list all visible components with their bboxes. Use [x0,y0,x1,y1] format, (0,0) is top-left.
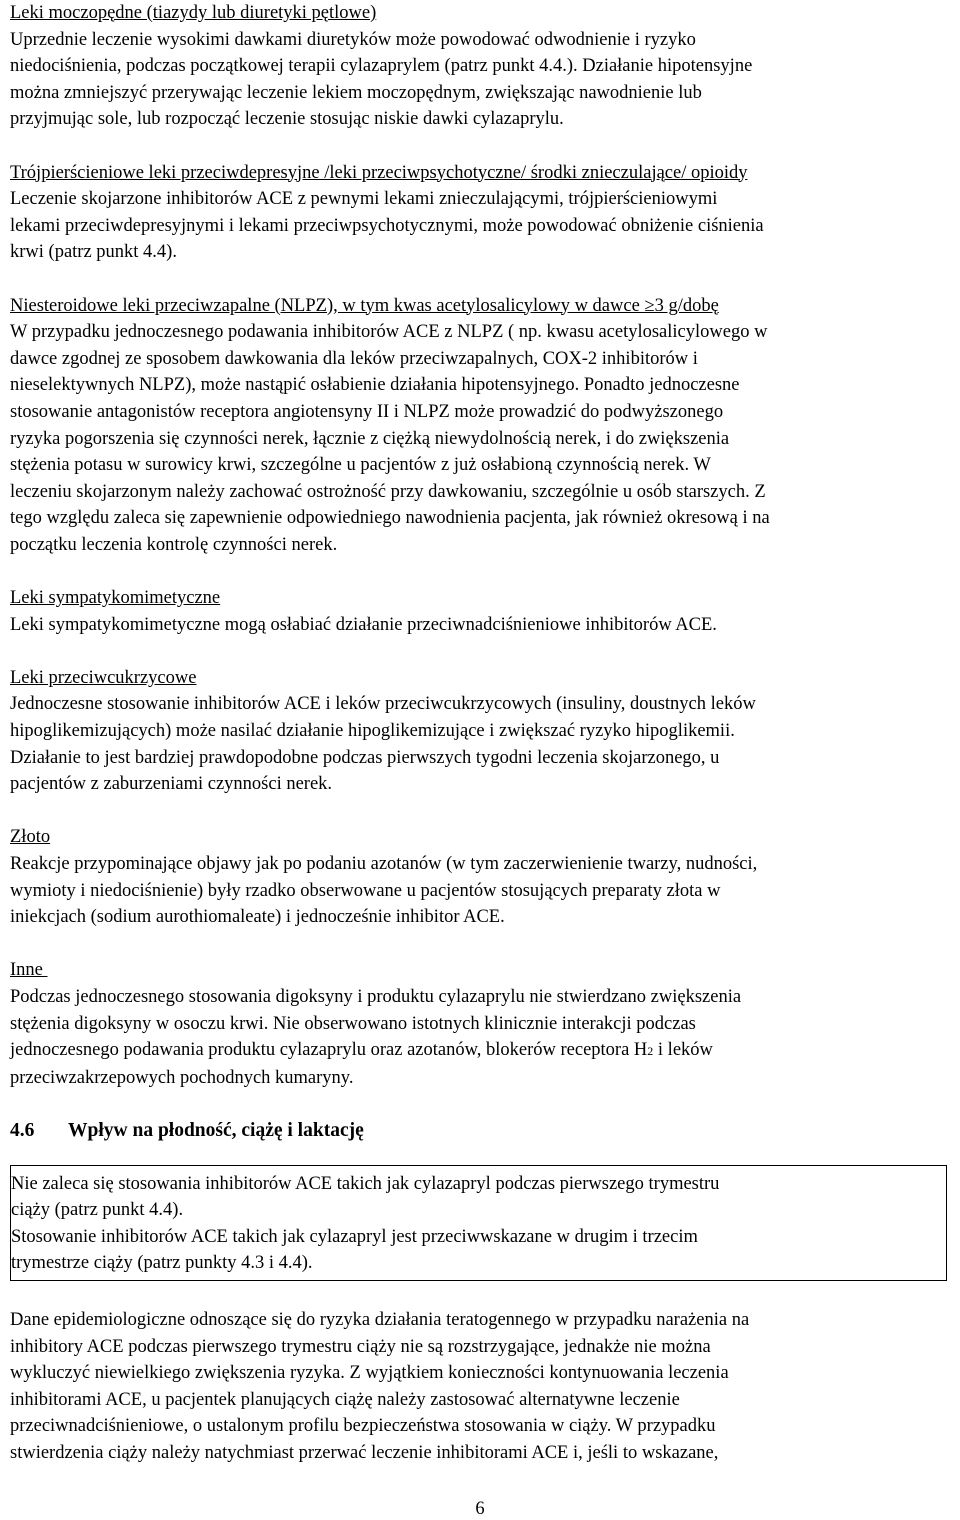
gold-line: iniekcjach (sodium aurothiomaleate) i jednocześnie inhibitor ACE. [10,907,505,928]
page-number: 6 [475,1499,485,1519]
warning-line: trymestrze ciąży (patrz punkty 4.3 i 4.4). [11,1253,313,1274]
other-section [10,957,955,1091]
sympathomimetics-heading: Leki sympatykomimetyczne [10,588,221,609]
other-line-part: jednoczesnego podawania produktu cylazaprylu oraz azotanów, blokerów receptora H [10,1040,648,1061]
antidepressants-heading: Trójpierścieniowe leki przeciwdepresyjne /leki przeciwpsychotyczne/ środki znieczulające/ opioidy [10,162,748,183]
fertility-line: przeciwnadciśnieniowe, o ustalonym profilu bezpieczeństwa stosowania w ciąży. W przypadku [10,1416,716,1437]
nsaids-line: nieselektywnych NLPZ), może nastąpić osłabienie działania hipotensyjnego. Ponadto jednoczesne [10,375,740,396]
other-line-part: i leków [653,1040,713,1061]
fertility-line: stwierdzenia ciąży należy natychmiast przerwać leczenie inhibitorami ACE i, jeśli to wskazane, [10,1442,719,1463]
sympathomimetics-line: Leki sympatykomimetyczne mogą osłabiać działanie przeciwnadciśnieniowe inhibitorów ACE. [10,614,717,635]
section-title: Wpływ na płodność, ciążę i laktację [68,1119,364,1141]
section-number: 4.6 [10,1119,35,1141]
antidiabetics-line: Działanie to jest bardziej prawdopodobne podczas pierwszych tygodni leczenia skojarzonego, u [10,747,720,768]
nsaids-line: ryzyka pogorszenia się czynności nerek, łącznie z ciężką niewydolnością nerek, i do zwiększenia [10,428,730,449]
nsaids-heading: Niesteroidowe leki przeciwzapalne (NLPZ), w tym kwas acetylosalicylowy w dawce ≥3 g/dobę [10,295,719,316]
warning-line: Nie zaleca się stosowania inhibitorów ACE takich jak cylazapryl podczas pierwszego trymestru [11,1173,720,1194]
fertility-paragraph [10,1307,955,1467]
fertility-line: inhibitorami ACE, u pacjentek planujących ciążę należy zastosować alternatywne leczenie [10,1389,680,1410]
other-line: Podczas jednoczesnego stosowania digoksyny i produktu cylazaprylu nie stwierdzano zwiększenia [10,986,742,1007]
fertility-line: Dane epidemiologiczne odnoszące się do ryzyka działania teratogennego w przypadku narażenia na [10,1309,750,1330]
gold-heading: Złoto [10,827,51,848]
pregnancy-warning-box [10,1165,947,1281]
antidepressants-line: Leczenie skojarzone inhibitorów ACE z pewnymi lekami znieczulającymi, trójpierścieniowymi [10,189,718,210]
nsaids-line: tego względu zaleca się zapewnienie odpowiedniego nawodnienia pacjenta, jak również okresową i na [10,508,770,529]
diuretics-line: przyjmując sole, lub rozpocząć leczenie stosując niskie dawki cylazaprylu. [10,109,564,130]
gold-section [10,824,955,930]
antidiabetics-line: pacjentów z zaburzeniami czynności nerek. [10,774,333,795]
antidepressants-section [10,160,955,266]
nsaids-line: stosowanie antagonistów receptora angiotensyny II i NLPZ może prowadzić do podwyższonego [10,401,724,422]
antidiabetics-section [10,665,955,798]
nsaids-line: początku leczenia kontrolę czynności nerek. [10,534,338,555]
antidiabetics-line: Jednoczesne stosowanie inhibitorów ACE i leków przeciwcukrzycowych (insuliny, doustnych leków [10,694,756,715]
antidepressants-line: lekami przeciwdepresyjnymi i lekami przeciwpsychotycznymi, może powodować obniżenie ciśnienia [10,215,764,236]
diuretics-section [10,0,955,133]
nsaids-line: stężenia potasu w surowicy krwi, szczególne u pacjentów z już osłabioną czynnością nerek. W [10,455,711,476]
antidepressants-line: krwi (patrz punkt 4.4). [10,242,177,263]
warning-line: ciąży (patrz punkt 4.4). [11,1200,184,1221]
fertility-line: wykluczyć niewielkiego zwiększenia ryzyka. Z wyjątkiem konieczności kontynuowania leczenia [10,1363,729,1384]
section-heading-4-6 [10,1118,955,1145]
diuretics-line: Uprzednie leczenie wysokimi dawkami diuretyków może powodować odwodnienie i ryzyko [10,29,696,50]
nsaids-line: leczeniu skojarzonym należy zachować ostrożność przy dawkowaniu, szczególnie u osób starszych. Z [10,481,766,502]
other-line: stężenia digoksyny w osoczu krwi. Nie obserwowano istotnych klinicznie interakcji podczas [10,1013,696,1034]
gold-line: Reakcje przypominające objawy jak po podaniu azotanów (w tym zaczerwienienie twarzy, nudności, [10,854,758,874]
diuretics-line: można zmniejszyć przerywając leczenie lekiem moczopędnym, zwiększając nawodnienie lub [10,82,702,103]
nsaids-line: W przypadku jednoczesnego podawania inhibitorów ACE z NLPZ ( np. kwasu acetylosalicylowego w [10,322,768,343]
nsaids-section [10,293,955,559]
sympathomimetics-section [10,585,955,638]
document-page [10,0,955,1466]
other-heading: Inne [10,960,48,981]
antidiabetics-line: hipoglikemizujących) może nasilać działanie hipoglikemizujące i zwiększać ryzyko hipoglikemii. [10,721,735,742]
fertility-line: inhibitory ACE podczas pierwszego trymestru ciąży nie są rozstrzygające, jednakże nie można [10,1336,711,1357]
subscript-two: 2 [647,1044,654,1059]
nsaids-line: dawce zgodnej ze sposobem dawkowania dla leków przeciwzapalnych, COX-2 inhibitorów i [10,348,698,369]
diuretics-heading: Leki moczopędne (tiazydy lub diuretyki pętlowe) [10,3,377,23]
gold-line: wymioty i niedociśnienie) były rzadko obserwowane u pacjentów stosujących preparaty złota w [10,880,721,901]
warning-line: Stosowanie inhibitorów ACE takich jak cylazapryl jest przeciwwskazane w drugim i trzecim [11,1226,698,1247]
diuretics-line: niedociśnienia, podczas początkowej terapii cylazaprylem (patrz punkt 4.4.). Działanie hipotensyjne [10,56,753,77]
other-line: przeciwzakrzepowych pochodnych kumaryny. [10,1067,354,1088]
other-line-h2 [10,1037,955,1065]
antidiabetics-heading: Leki przeciwcukrzycowe [10,667,197,688]
